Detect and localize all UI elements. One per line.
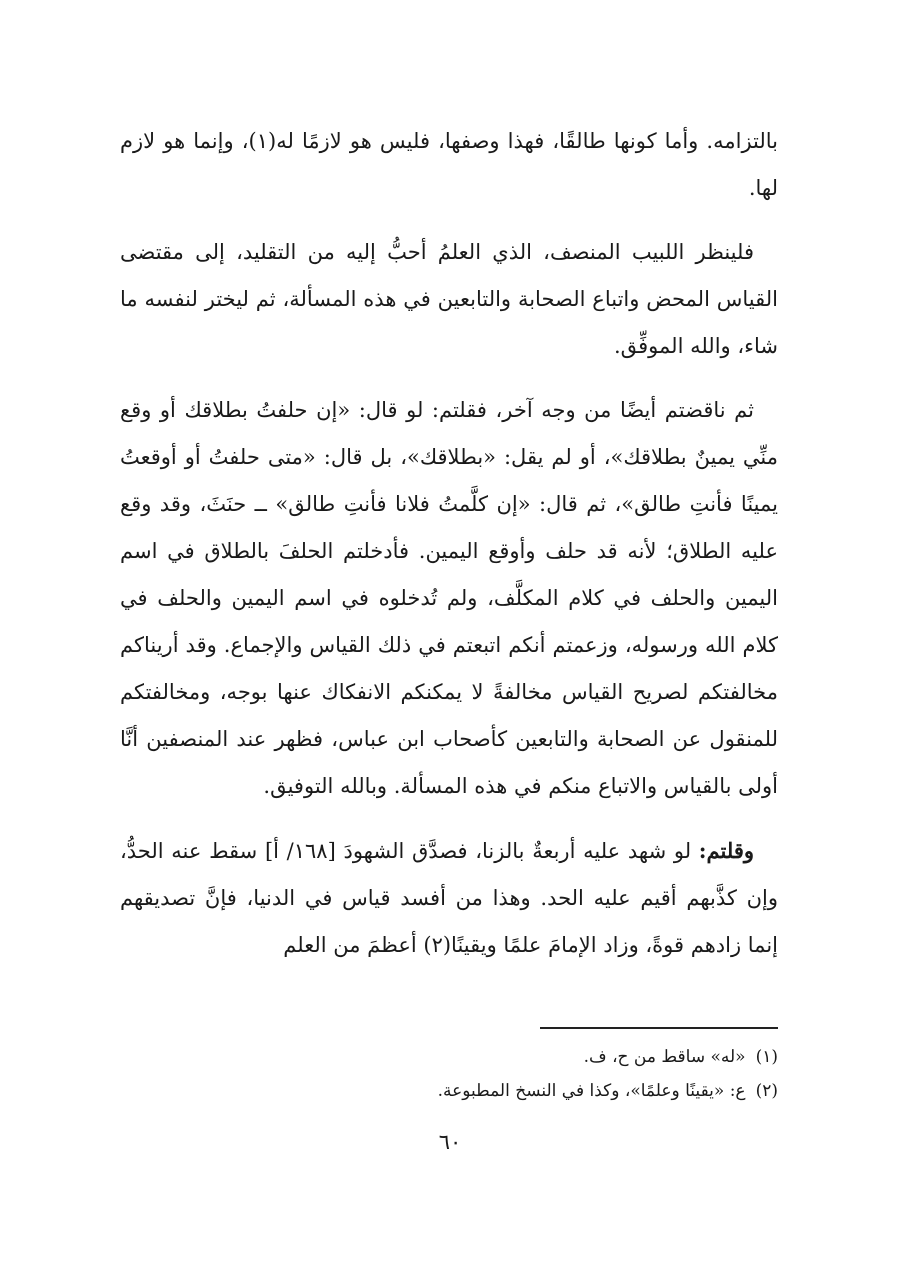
footnote-divider xyxy=(540,1027,778,1029)
footnote-2-text: ع: «يقينًا وعلمًا»، وكذا في النسخ المطبوعة. xyxy=(437,1081,746,1101)
footnotes xyxy=(120,1040,778,1108)
footnote-2-number: (٢) xyxy=(755,1081,778,1101)
footnote-1-text: «له» ساقط من ح، ف. xyxy=(583,1047,746,1067)
paragraph-4-text: لو شهد عليه أربعةٌ بالزنا، فصدَّق الشهودَ [١٦٨/ أ] سقط عنه الحدُّ، وإن كذَّبهم أقيم عليه الحد. وهذا من أفسد قياس في الدنيا، فإنَّ تصديقهم إنما زادهم قوةً، وزاد الإمامَ علمًا ويقينًا(٢) أعظمَ من العلم xyxy=(120,839,778,957)
page-body xyxy=(120,118,778,986)
paragraph-4-lead: وقلتم: xyxy=(698,838,754,863)
page-number: ٦٠ xyxy=(438,1130,462,1154)
paragraph-4 xyxy=(120,827,778,969)
footnote-2 xyxy=(120,1074,778,1108)
paragraph-2: فلينظر اللبيب المنصف، الذي العلمُ أحبُّ إليه من التقليد، إلى مقتضى القياس المحض واتباع الصحابة والتابعين في هذه المسألة، ثم ليختر لنفسه ما شاء، والله الموفِّق. xyxy=(120,240,778,358)
footnote-1 xyxy=(120,1040,778,1074)
footnote-1-number: (١) xyxy=(755,1047,778,1067)
paragraph-1: بالتزامه. وأما كونها طالقًا، فهذا وصفها، فليس هو لازمًا له(١)، وإنما هو لازم لها. xyxy=(120,129,779,200)
paragraph-3: ثم ناقضتم أيضًا من وجه آخر، فقلتم: لو قال: «إن حلفتُ بطلاقك أو وقع منِّي يمينٌ بطلاقك»، أو لم يقل: «بطلاقك»، بل قال: «متى حلفتُ أو أوقعتُ يمينًا فأنتِ طالق»، ثم قال: «إن كلَّمتُ فلانا فأنتِ طالق» ــ حنَثَ، وقد وقع عليه الطلاق؛ لأنه قد حلف وأوقع اليمين. فأدخلتم الحلفَ بالطلاق في اسم اليمين والحلف في كلام المكلَّف، ولم تُدخلوه في اسم اليمين والحلف في كلام الله ورسوله، وزعمتم أنكم اتبعتم في ذلك القياس والإجماع. وقد أريناكم مخالفتكم لصريح القياس مخالفةً لا يمكنكم الانفكاك عنها بوجه، ومخالفتكم للمنقول عن الصحابة والتابعين كأصحاب ابن عباس، فظهر عند المنصفين أنَّا أولى بالقياس والاتباع منكم في هذه المسألة. وبالله التوفيق. xyxy=(120,398,778,798)
